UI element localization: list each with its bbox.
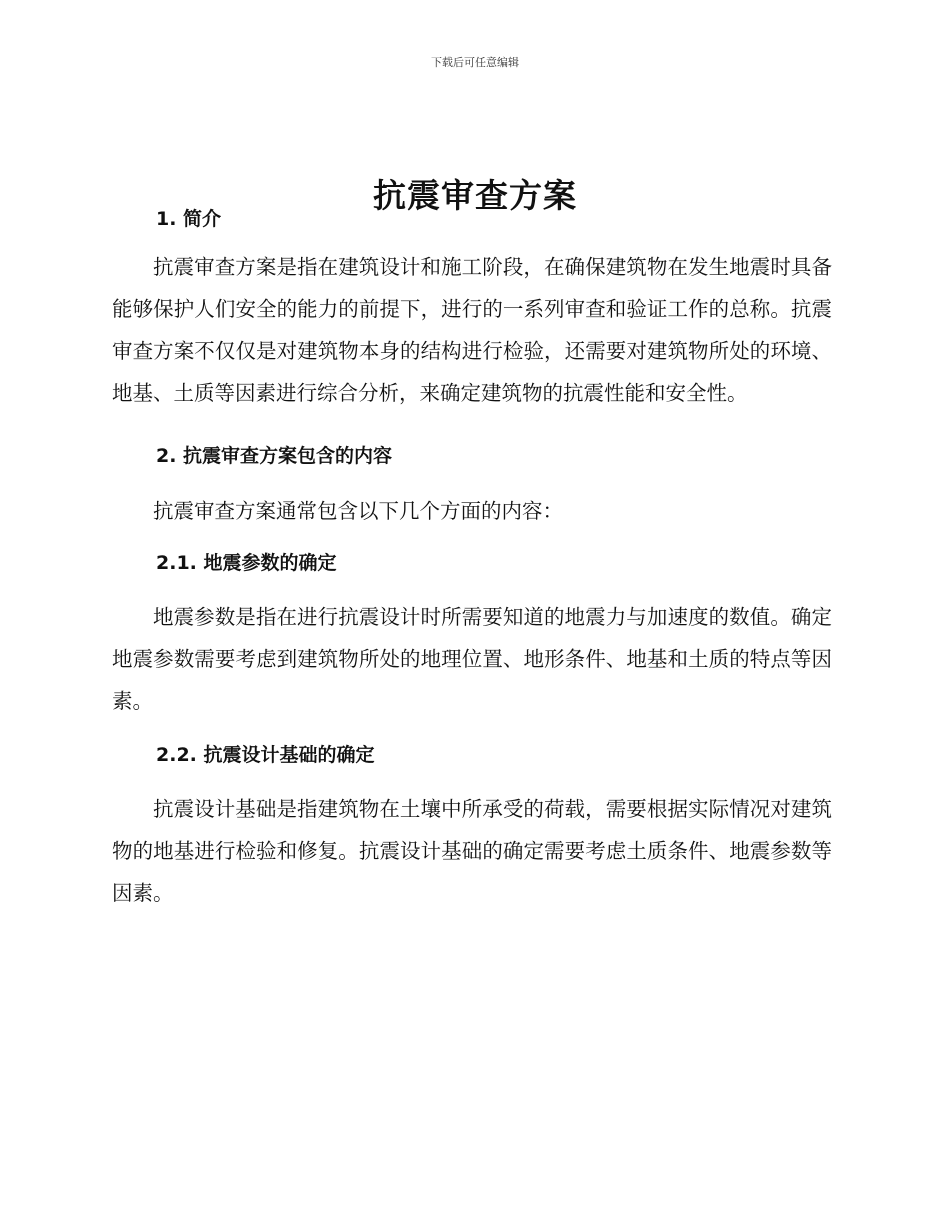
section-paragraph-intro: 抗震审查方案是指在建筑设计和施工阶段，在确保建筑物在发生地震时具备能够保护人们安全的能力的前提下，进行的一系列审查和验证工作的总称。抗震审查方案不仅仅是对建筑物本身的结构进行检验，还需要对建筑物所处的环境、地基、土质等因素进行综合分析，来确定建筑物的抗震性能和安全性。 <box>112 255 832 405</box>
section-heading-seismic-params: 2.1. 地震参数的确定 <box>156 552 337 574</box>
header-note: 下载后可任意编辑 <box>431 56 519 69</box>
page-title: 抗震审查方案 <box>373 176 577 216</box>
section-heading-design-foundation: 2.2. 抗震设计基础的确定 <box>156 744 375 766</box>
section-paragraph-contents: 抗震审查方案通常包含以下几个方面的内容： <box>153 499 563 523</box>
document-body <box>112 202 832 914</box>
section-paragraph-design-foundation: 抗震设计基础是指建筑物在土壤中所承受的荷载，需要根据实际情况对建筑物的地基进行检验和修复。抗震设计基础的确定需要考虑土质条件、地震参数等因素。 <box>112 797 832 905</box>
section-heading-intro: 1. 简介 <box>156 208 222 230</box>
section-heading-contents: 2. 抗震审查方案包含的内容 <box>156 445 393 467</box>
section-paragraph-seismic-params: 地震参数是指在进行抗震设计时所需要知道的地震力与加速度的数值。确定地震参数需要考虑到建筑物所处的地理位置、地形条件、地基和土质的特点等因素。 <box>112 605 832 713</box>
